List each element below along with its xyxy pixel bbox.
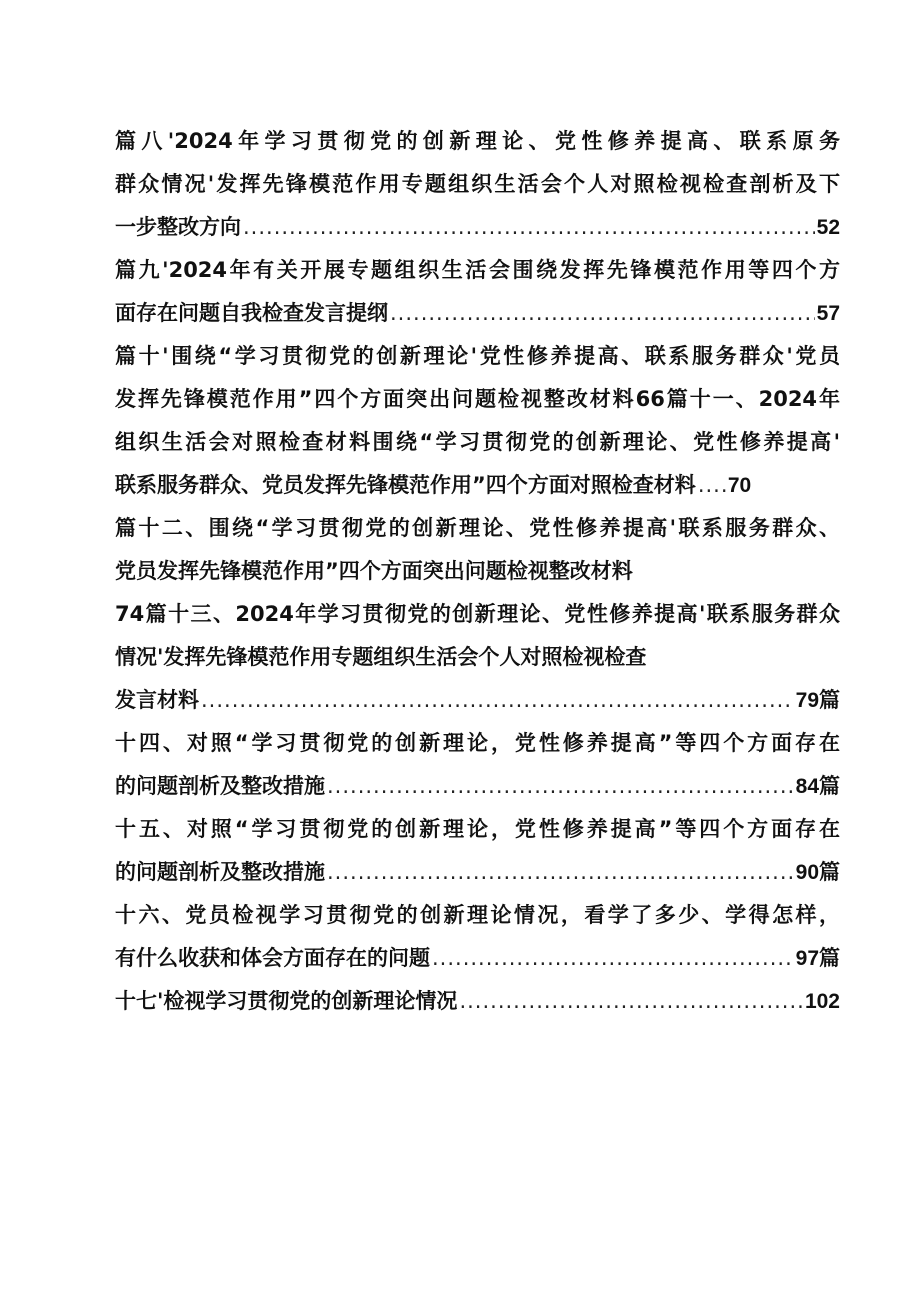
dot-leader [201, 679, 794, 722]
toc-line: 篇八'2024年学习贯彻党的创新理论、党性修养提高、联系原务 [115, 129, 840, 153]
toc-page-number: 57 [816, 302, 840, 325]
toc-line: 篇九'2024年有关开展专题组织生活会围绕发挥先锋模范作用等四个方 [115, 258, 840, 282]
toc-page-number: 97篇 [795, 947, 840, 970]
dot-leader [243, 206, 815, 249]
toc-entry[interactable] [115, 679, 840, 722]
toc-entry[interactable] [115, 765, 840, 808]
dot-leader [327, 851, 794, 894]
toc-page-number: 70 [727, 474, 752, 497]
toc-entry-title: 的问题剖析及整改措施 [115, 774, 325, 798]
dot-leader [432, 937, 794, 980]
toc-line: 篇十'围绕“学习贯彻党的创新理论'党性修养提高、联系服务群众'党员 [115, 344, 840, 368]
table-of-contents [115, 120, 840, 1023]
toc-page-number: 90篇 [795, 861, 840, 884]
dot-leader [327, 765, 794, 808]
toc-entry-title: 有什么收获和体会方面存在的问题 [115, 946, 430, 970]
toc-page-number: 84篇 [795, 775, 840, 798]
toc-entry-title: 面存在问题自我检查发言提纲 [115, 301, 388, 325]
toc-line: 十四、对照“学习贯彻党的创新理论，党性修养提高”等四个方面存在 [115, 731, 840, 755]
toc-entry[interactable] [115, 292, 840, 335]
toc-line: 74篇十三、2024年学习贯彻党的创新理论、党性修养提高'联系服务群众 [115, 602, 840, 626]
toc-line: 十五、对照“学习贯彻党的创新理论，党性修养提高”等四个方面存在 [115, 817, 840, 841]
toc-page-number: 79篇 [795, 689, 840, 712]
toc-entry[interactable] [115, 937, 840, 980]
toc-line: 发挥先锋模范作用”四个方面突出问题检视整改材料66篇十一、2024年 [115, 387, 840, 411]
toc-entry-title: 联系服务群众、党员发挥先锋模范作用”四个方面对照检查材料 [115, 473, 696, 497]
toc-line: 情况'发挥先锋模范作用专题组织生活会个人对照检视检查 [115, 645, 647, 669]
toc-line: 十六、党员检视学习贯彻党的创新理论情况，看学了多少、学得怎样， [115, 903, 840, 927]
dot-leader [459, 980, 803, 1023]
toc-line: 群众情况'发挥先锋模范作用专题组织生活会个人对照检视检查剖析及下 [115, 172, 840, 196]
toc-entry[interactable] [115, 851, 840, 894]
toc-entry-title: 十七'检视学习贯彻党的创新理论情况 [115, 989, 458, 1013]
dot-leader [390, 292, 815, 335]
toc-line: 篇十二、围绕“学习贯彻党的创新理论、党性修养提高'联系服务群众、 [115, 516, 840, 540]
toc-entry[interactable] [115, 464, 840, 507]
toc-line: 党员发挥先锋模范作用”四个方面突出问题检视整改材料 [115, 559, 633, 583]
toc-page-number: 52 [816, 216, 840, 239]
toc-entry[interactable] [115, 980, 840, 1023]
toc-entry[interactable] [115, 206, 840, 249]
toc-entry-title: 的问题剖析及整改措施 [115, 860, 325, 884]
toc-line: 组织生活会对照检查材料围绕“学习贯彻党的创新理论、党性修养提高' [115, 430, 840, 454]
toc-entry-title: 发言材料 [115, 688, 199, 712]
toc-entry-title: 一步整改方向 [115, 215, 241, 239]
dot-leader [698, 464, 726, 507]
toc-page-number: 102 [804, 990, 840, 1013]
